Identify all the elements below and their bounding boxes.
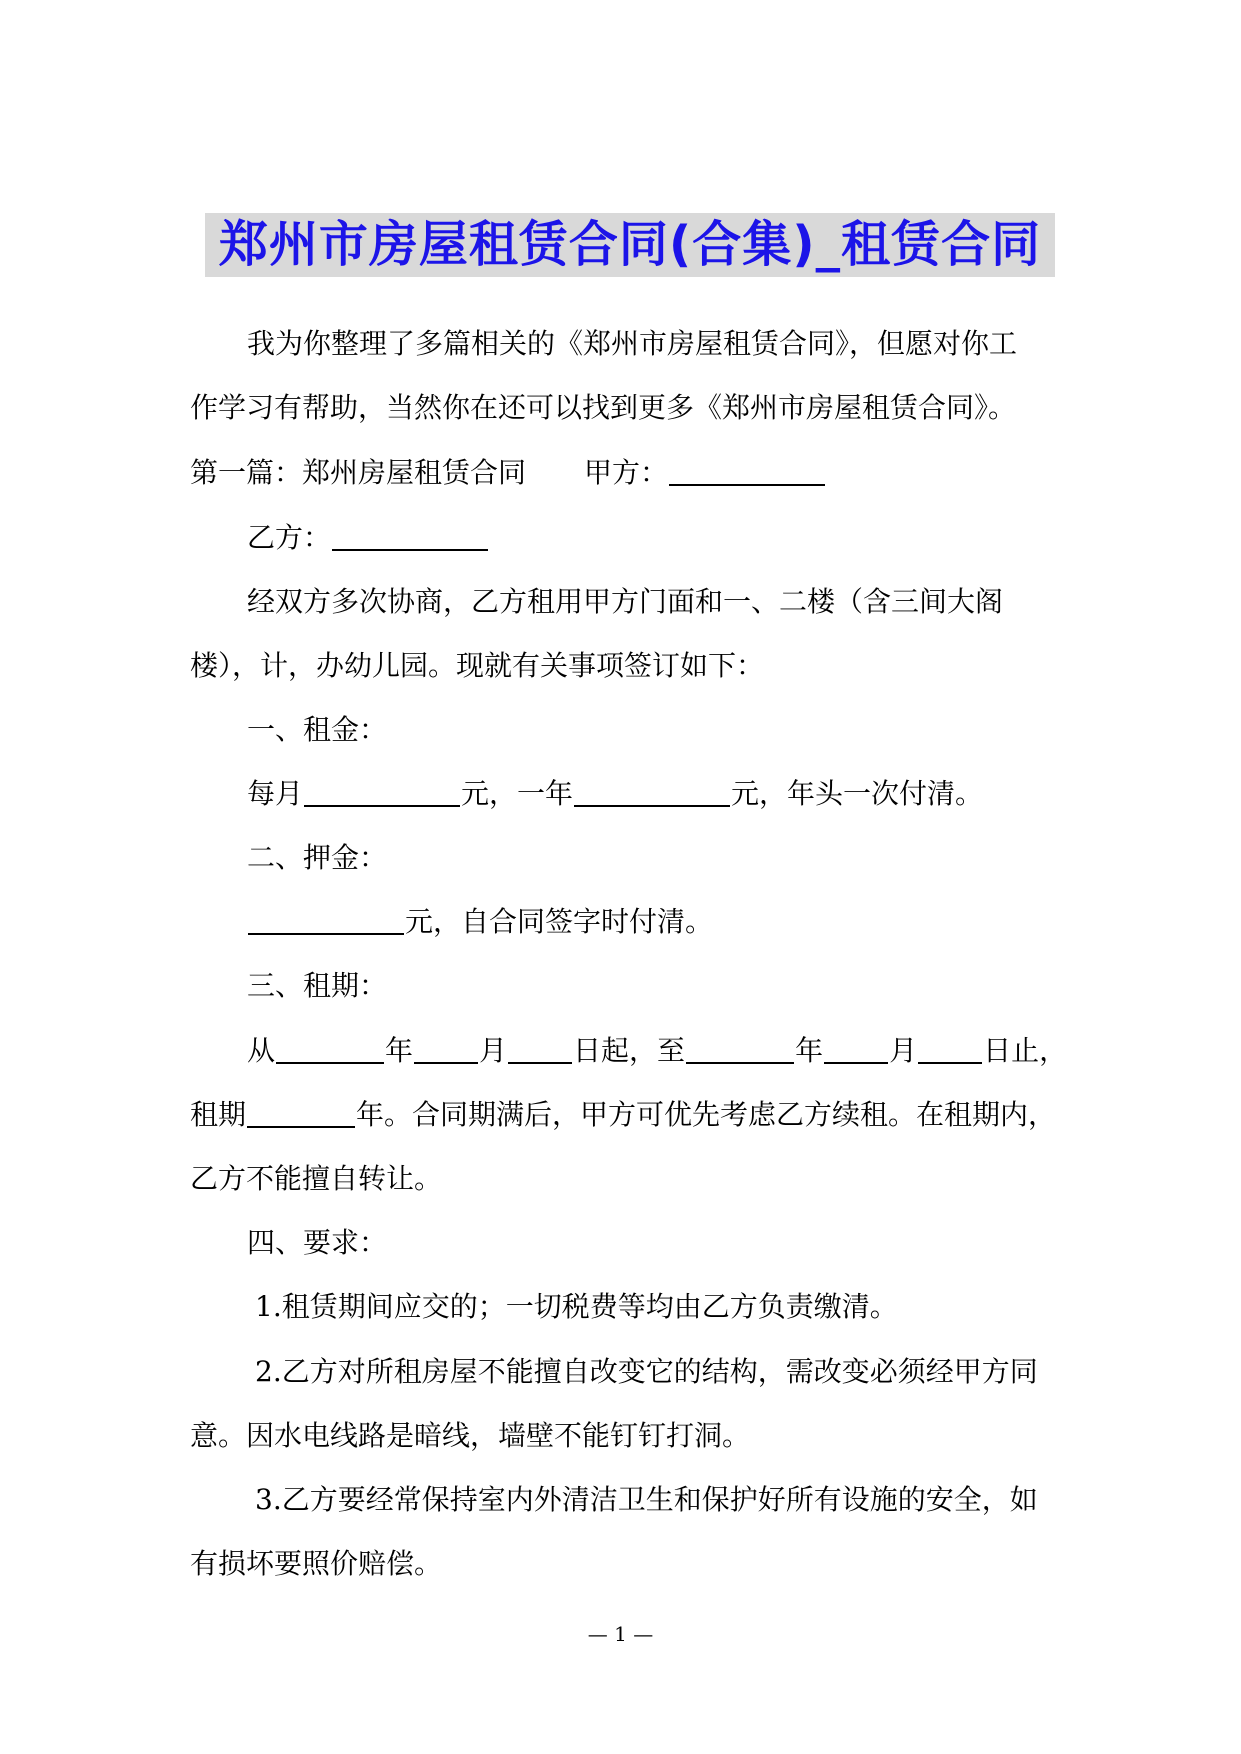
requirement-item-3-line-2: 有损坏要照价赔偿。 [190,1547,443,1580]
term-line-2 [190,1095,1056,1135]
term-period-text: 年。合同期满后，甲方可优先考虑乙方续租。在租期内， [356,1098,1057,1131]
rent-yearly-blank [574,775,730,807]
term-period-blank [247,1096,355,1128]
deposit-text: 元，自合同签字时付清。 [405,905,714,938]
rent-heading: 一、租金： [247,713,388,746]
start-month-label: 月 [479,1034,508,1067]
deposit-line [247,902,713,942]
party-b-line [247,518,489,558]
rent-line [247,774,983,814]
preamble-line-2: 楼），计，办幼儿园。现就有关事项签订如下： [190,649,765,682]
requirement-item-3-line-1: 3.乙方要经常保持室内外清洁卫生和保护好所有设施的安全，如 [255,1483,1038,1516]
requirements-heading: 四、要求： [247,1226,388,1259]
term-heading: 三、租期： [247,969,388,1002]
intro-line-2: 作学习有帮助，当然你在还可以找到更多《郑州市房屋租赁合同》。 [190,391,1017,424]
party-a-label: 甲方： [584,456,669,489]
party-b-label: 乙方： [247,521,332,554]
end-year-blank [686,1032,794,1064]
page-number: — 1 — [587,1622,654,1646]
preamble-line-1: 经双方多次协商，乙方租用甲方门面和一、二楼（含三间大阁 [247,585,1004,618]
end-day-blank [918,1032,982,1064]
term-from-label: 从 [247,1034,276,1067]
part1-line [190,453,826,493]
party-b-blank [332,519,488,551]
end-year-label: 年 [795,1034,824,1067]
requirement-item-2-line-2: 意。因水电线路是暗线，墙壁不能钉钉打洞。 [190,1419,751,1452]
start-month-blank [414,1032,478,1064]
term-line-3: 乙方不能擅自转让。 [190,1162,443,1195]
end-month-label: 月 [889,1034,918,1067]
rent-yearly-label: 元，一年 [461,777,574,810]
deposit-blank [248,903,404,935]
rent-monthly-blank [304,775,460,807]
term-period-label: 租期 [190,1098,247,1131]
part1-heading: 第一篇：郑州房屋租赁合同 [190,456,527,489]
term-line-1 [247,1031,1067,1071]
party-a-blank [669,454,825,486]
start-year-blank [276,1032,384,1064]
start-day-blank [508,1032,572,1064]
start-day-label: 日起，至 [573,1034,686,1067]
requirement-item-1: 1.租赁期间应交的；一切税费等均由乙方负责缴清。 [255,1290,898,1323]
start-year-label: 年 [385,1034,414,1067]
end-day-label: 日止， [983,1034,1068,1067]
intro-line-1: 我为你整理了多篇相关的《郑州市房屋租赁合同》，但愿对你工 [247,327,1018,360]
title-highlight [205,213,1055,277]
end-month-blank [824,1032,888,1064]
requirement-item-2-line-1: 2.乙方对所租房屋不能擅自改变它的结构，需改变必须经甲方同 [255,1355,1038,1388]
rent-monthly-label: 每月 [247,777,304,810]
rent-payment-text: 元，年头一次付清。 [731,777,984,810]
page-title: 郑州市房屋租赁合同(合集)_租赁合同 [218,216,1042,273]
deposit-heading: 二、押金： [247,841,388,874]
